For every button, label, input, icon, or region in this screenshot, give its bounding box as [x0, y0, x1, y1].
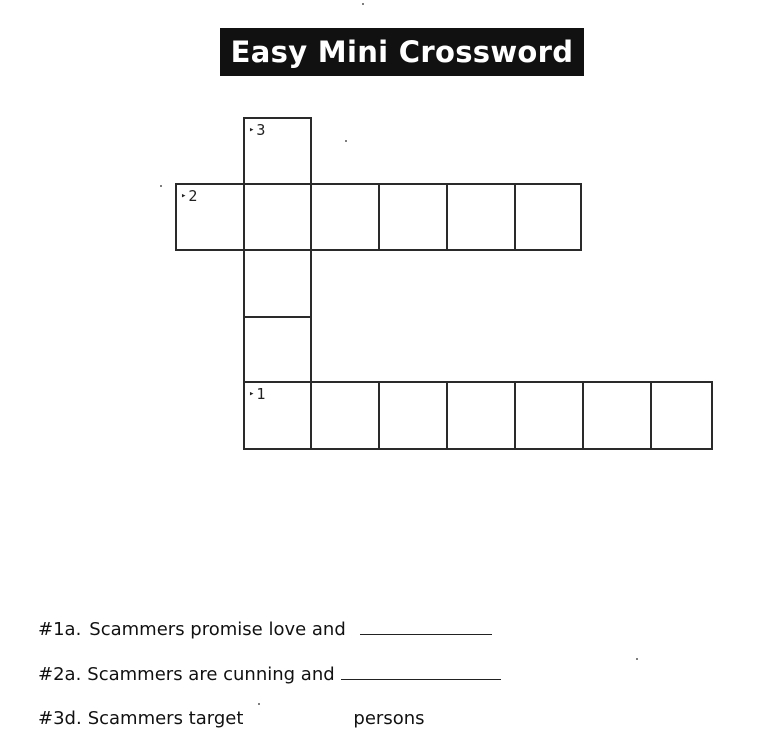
clue-1-across	[38, 616, 492, 640]
clue-suffix: persons	[353, 708, 425, 729]
crossword-cell-1a-4[interactable]	[446, 381, 516, 450]
scan-speck	[636, 658, 638, 660]
clue-text: Scammers target	[87, 708, 244, 729]
arrow-icon: ▸	[181, 191, 187, 201]
answer-blank[interactable]	[341, 661, 501, 680]
clue-prefix: #2a.	[38, 664, 82, 685]
crossword-cell-1a-6[interactable]	[582, 381, 652, 450]
clue-2-across	[38, 661, 501, 685]
clue-number-3: ▸ 3	[249, 121, 266, 139]
crossword-cell-2a-3[interactable]	[310, 183, 380, 251]
crossword-cell-2a-5[interactable]	[446, 183, 516, 251]
scan-speck	[345, 140, 347, 142]
crossword-cell-1a-5[interactable]	[514, 381, 584, 450]
scan-speck	[160, 185, 162, 187]
crossword-cell-2a-2[interactable]	[243, 183, 312, 251]
crossword-cell-2a-1[interactable]	[175, 183, 245, 251]
scan-speck	[362, 3, 364, 5]
crossword-cell-1a-1[interactable]	[243, 381, 312, 450]
scan-speck	[258, 703, 260, 705]
crossword-cell-3d-4[interactable]	[243, 316, 312, 383]
crossword-cell-3d-1[interactable]	[243, 117, 312, 186]
crossword-cell-2a-4[interactable]	[378, 183, 448, 251]
clue-prefix: #3d.	[38, 708, 82, 729]
crossword-cell-1a-7[interactable]	[650, 381, 713, 450]
clue-number-2: ▸ 2	[181, 187, 198, 205]
crossword-cell-2a-6[interactable]	[514, 183, 582, 251]
crossword-cell-1a-2[interactable]	[310, 381, 380, 450]
answer-blank[interactable]	[360, 616, 492, 635]
crossword-cell-1a-3[interactable]	[378, 381, 448, 450]
clue-text: Scammers promise love and	[89, 619, 346, 640]
clue-number-1: ▸ 1	[249, 385, 266, 403]
arrow-icon: ▸	[249, 125, 255, 135]
arrow-icon: ▸	[249, 389, 255, 399]
clue-3-down	[38, 705, 425, 729]
crossword-cell-3d-3[interactable]	[243, 249, 312, 318]
answer-blank[interactable]	[243, 705, 353, 724]
crossword-title: Easy Mini Crossword	[230, 35, 574, 69]
clue-prefix: #1a.	[38, 619, 82, 640]
clue-text: Scammers are cunning and	[87, 664, 335, 685]
